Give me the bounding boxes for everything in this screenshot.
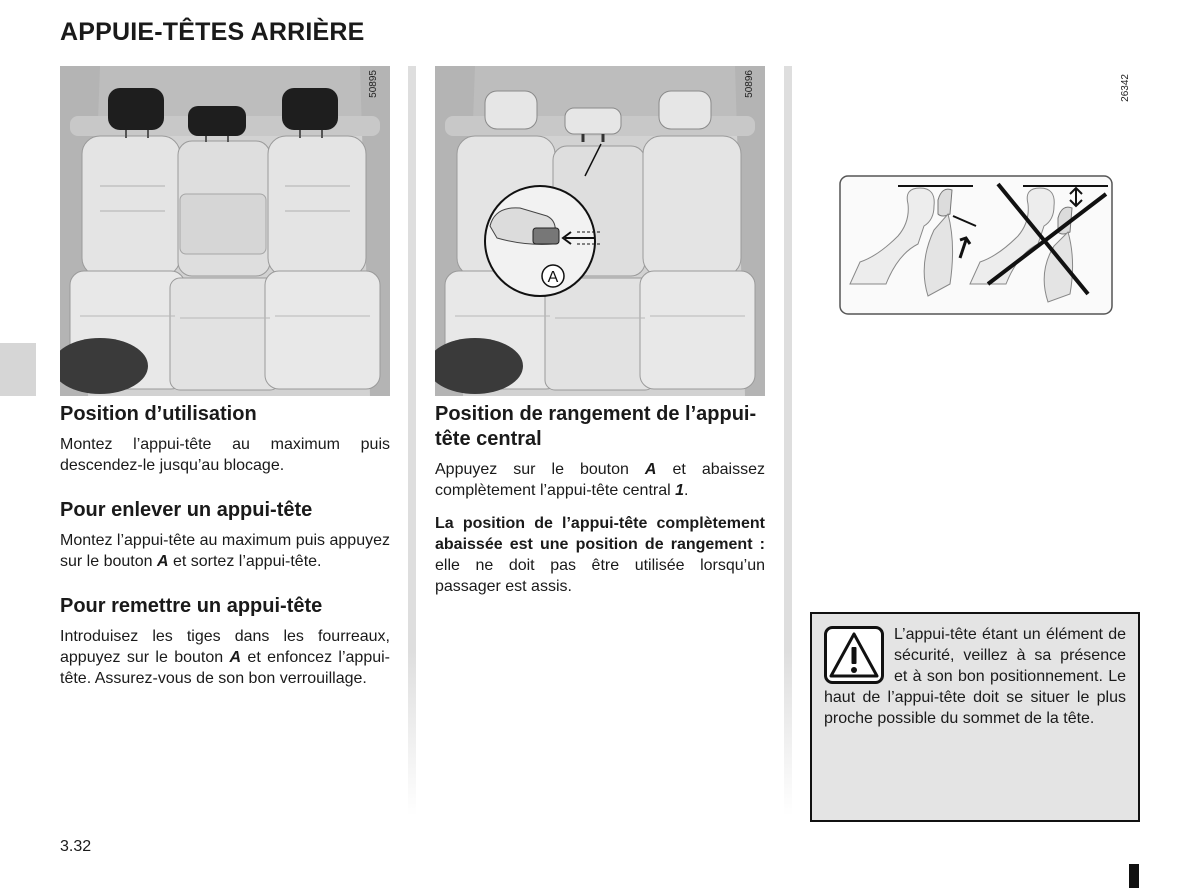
column-middle bbox=[435, 402, 765, 619]
button-reference: A bbox=[229, 649, 242, 666]
page-corner-mark bbox=[1129, 864, 1139, 888]
figure-reference-number: 50895 bbox=[368, 70, 379, 98]
button-reference: A bbox=[156, 553, 169, 570]
page-number: 3.32 bbox=[60, 838, 92, 855]
rear-seat-drawing bbox=[60, 66, 390, 396]
stowed-headrest-illustration bbox=[435, 66, 765, 396]
paragraph: La position de l’appui-tête complètement abaissée est une position de rangement : elle ne doit pas être utilisée lorsqu’un passager est assis. bbox=[435, 515, 765, 595]
paragraph: Montez l’appui-tête au maximum puis descendez-le jusqu’au blocage. bbox=[60, 436, 390, 474]
headrest-reference: 1 bbox=[675, 482, 685, 499]
paragraph: Montez l’appui-tête au maximum puis appuyez sur le bouton A et sortez l’appui-tête. bbox=[60, 532, 390, 570]
section-title: Position d’utilisation bbox=[60, 403, 257, 425]
button-reference: A bbox=[644, 461, 657, 478]
headrest-height-diagram bbox=[838, 174, 1114, 316]
paragraph: Introduisez les tiges dans les fourreaux, appuyez sur le bouton A et enfoncez l’appui-tête. Assurez-vous de son bon verrouillage. bbox=[60, 628, 390, 687]
column-divider bbox=[784, 66, 792, 816]
emphasis: La position de l’appui-tête complètement abaissée est une position de rangement : bbox=[435, 515, 765, 553]
warning-triangle-icon bbox=[824, 626, 884, 684]
chapter-tab bbox=[0, 343, 36, 396]
column-left bbox=[60, 402, 390, 711]
warning-text: L’appui-tête étant un élément de sécurité, veillez à sa présence et à son bon positionnement. Le haut de l’appui-tête doit se situer le plus proche possible du sommet de la tête. bbox=[824, 626, 1126, 727]
rear-seat-illustration bbox=[60, 66, 390, 396]
column-divider bbox=[408, 66, 416, 816]
paragraph: Appuyez sur le bouton A et abaissez complètement l’appui-tête central 1. bbox=[435, 461, 765, 499]
section-title: Position de rangement de l’appui-tête central bbox=[435, 403, 757, 450]
figure-reference-number: 26342 bbox=[1120, 74, 1131, 102]
stowed-headrest-drawing bbox=[435, 66, 765, 396]
callout-label: A bbox=[547, 269, 559, 286]
warning-box bbox=[810, 612, 1140, 822]
section-title: Pour enlever un appui-tête bbox=[60, 499, 313, 521]
page-title: APPUIE-TÊTES ARRIÈRE bbox=[60, 18, 365, 46]
section-title: Pour remettre un appui-tête bbox=[60, 595, 323, 617]
figure-reference-number: 50896 bbox=[744, 70, 755, 98]
